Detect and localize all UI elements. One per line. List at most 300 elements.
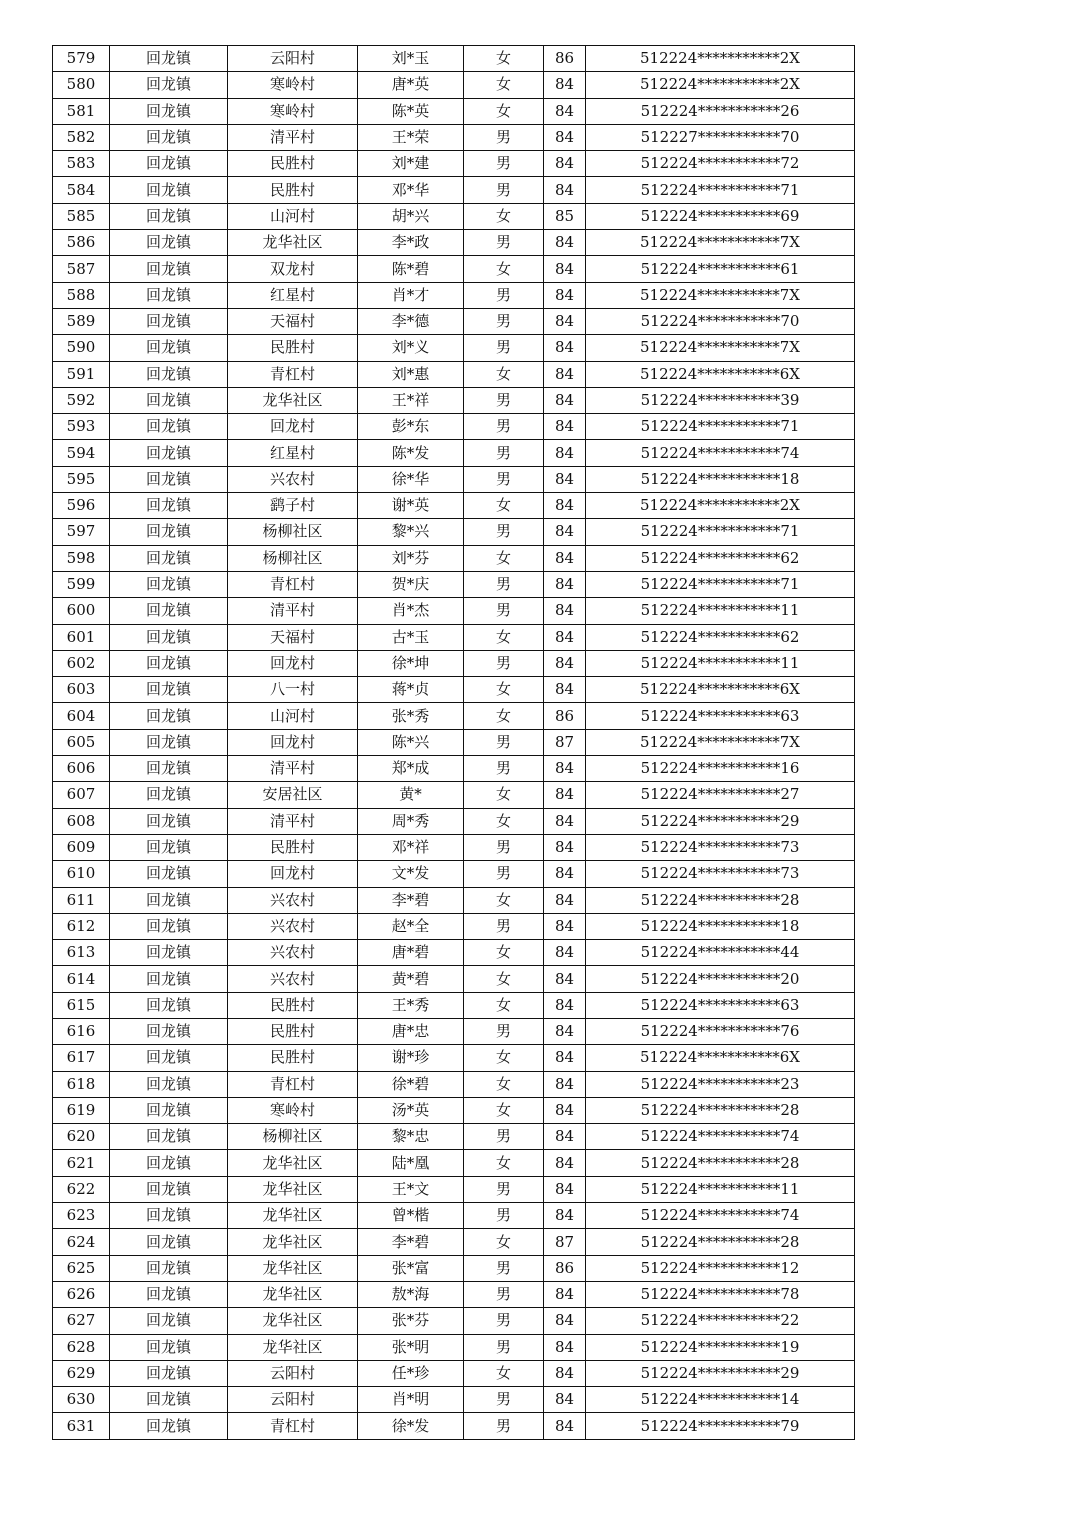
age-cell: 84 <box>544 1045 586 1071</box>
id-number-cell: 512224***********39 <box>586 387 855 413</box>
town-cell: 回龙镇 <box>110 624 228 650</box>
table-row <box>53 966 855 992</box>
gender-cell: 女 <box>464 545 544 571</box>
id-number-cell: 512224***********29 <box>586 808 855 834</box>
age-cell: 84 <box>544 387 586 413</box>
gender-cell: 男 <box>464 913 544 939</box>
age-cell: 84 <box>544 808 586 834</box>
row-number-cell: 606 <box>53 756 110 782</box>
village-cell: 杨柳社区 <box>228 519 358 545</box>
table-row <box>53 98 855 124</box>
town-cell: 回龙镇 <box>110 677 228 703</box>
table-row <box>53 1176 855 1202</box>
table-row <box>53 887 855 913</box>
gender-cell: 女 <box>464 203 544 229</box>
town-cell: 回龙镇 <box>110 361 228 387</box>
table-row <box>53 834 855 860</box>
age-cell: 84 <box>544 1413 586 1439</box>
name-cell: 邓*华 <box>358 177 464 203</box>
name-cell: 李*碧 <box>358 887 464 913</box>
age-cell: 84 <box>544 519 586 545</box>
name-cell: 李*碧 <box>358 1229 464 1255</box>
name-cell: 徐*碧 <box>358 1071 464 1097</box>
age-cell: 84 <box>544 782 586 808</box>
id-number-cell: 512224***********71 <box>586 414 855 440</box>
id-number-cell: 512224***********63 <box>586 703 855 729</box>
name-cell: 唐*忠 <box>358 1018 464 1044</box>
id-number-cell: 512224***********6X <box>586 361 855 387</box>
table-row <box>53 1071 855 1097</box>
gender-cell: 女 <box>464 782 544 808</box>
row-number-cell: 611 <box>53 887 110 913</box>
id-number-cell: 512224***********2X <box>586 46 855 72</box>
id-number-cell: 512224***********11 <box>586 1176 855 1202</box>
village-cell: 龙华社区 <box>228 1255 358 1281</box>
name-cell: 徐*发 <box>358 1413 464 1439</box>
row-number-cell: 580 <box>53 72 110 98</box>
table-row <box>53 703 855 729</box>
id-number-cell: 512224***********71 <box>586 519 855 545</box>
row-number-cell: 613 <box>53 940 110 966</box>
gender-cell: 男 <box>464 1124 544 1150</box>
town-cell: 回龙镇 <box>110 1150 228 1176</box>
village-cell: 龙华社区 <box>228 1176 358 1202</box>
id-number-cell: 512224***********63 <box>586 992 855 1018</box>
name-cell: 徐*坤 <box>358 650 464 676</box>
town-cell: 回龙镇 <box>110 729 228 755</box>
gender-cell: 男 <box>464 598 544 624</box>
table-row <box>53 1097 855 1123</box>
gender-cell: 男 <box>464 440 544 466</box>
gender-cell: 男 <box>464 1281 544 1307</box>
gender-cell: 女 <box>464 808 544 834</box>
row-number-cell: 628 <box>53 1334 110 1360</box>
table-row <box>53 177 855 203</box>
gender-cell: 女 <box>464 1097 544 1123</box>
village-cell: 回龙村 <box>228 650 358 676</box>
town-cell: 回龙镇 <box>110 1229 228 1255</box>
table-row <box>53 1150 855 1176</box>
town-cell: 回龙镇 <box>110 519 228 545</box>
row-number-cell: 588 <box>53 282 110 308</box>
age-cell: 87 <box>544 1229 586 1255</box>
village-cell: 云阳村 <box>228 1387 358 1413</box>
village-cell: 民胜村 <box>228 834 358 860</box>
age-cell: 84 <box>544 1308 586 1334</box>
age-cell: 87 <box>544 729 586 755</box>
town-cell: 回龙镇 <box>110 72 228 98</box>
town-cell: 回龙镇 <box>110 598 228 624</box>
gender-cell: 女 <box>464 703 544 729</box>
table-row <box>53 571 855 597</box>
id-number-cell: 512224***********11 <box>586 598 855 624</box>
row-number-cell: 584 <box>53 177 110 203</box>
town-cell: 回龙镇 <box>110 571 228 597</box>
table-row <box>53 940 855 966</box>
town-cell: 回龙镇 <box>110 124 228 150</box>
row-number-cell: 621 <box>53 1150 110 1176</box>
row-number-cell: 585 <box>53 203 110 229</box>
name-cell: 陈*碧 <box>358 256 464 282</box>
age-cell: 84 <box>544 992 586 1018</box>
town-cell: 回龙镇 <box>110 756 228 782</box>
age-cell: 84 <box>544 1018 586 1044</box>
name-cell: 谢*珍 <box>358 1045 464 1071</box>
age-cell: 84 <box>544 1150 586 1176</box>
name-cell: 张*明 <box>358 1334 464 1360</box>
id-number-cell: 512224***********73 <box>586 834 855 860</box>
town-cell: 回龙镇 <box>110 177 228 203</box>
age-cell: 84 <box>544 940 586 966</box>
age-cell: 84 <box>544 913 586 939</box>
name-cell: 蒋*贞 <box>358 677 464 703</box>
row-number-cell: 593 <box>53 414 110 440</box>
name-cell: 王*荣 <box>358 124 464 150</box>
table-row <box>53 1281 855 1307</box>
gender-cell: 男 <box>464 1255 544 1281</box>
row-number-cell: 589 <box>53 308 110 334</box>
id-number-cell: 512224***********44 <box>586 940 855 966</box>
gender-cell: 男 <box>464 151 544 177</box>
name-cell: 李*政 <box>358 230 464 256</box>
row-number-cell: 625 <box>53 1255 110 1281</box>
name-cell: 张*秀 <box>358 703 464 729</box>
village-cell: 青杠村 <box>228 1413 358 1439</box>
gender-cell: 女 <box>464 1045 544 1071</box>
age-cell: 84 <box>544 308 586 334</box>
table-row <box>53 1229 855 1255</box>
name-cell: 徐*华 <box>358 466 464 492</box>
row-number-cell: 614 <box>53 966 110 992</box>
village-cell: 兴农村 <box>228 887 358 913</box>
id-number-cell: 512224***********6X <box>586 677 855 703</box>
village-cell: 兴农村 <box>228 940 358 966</box>
gender-cell: 女 <box>464 361 544 387</box>
table-row <box>53 46 855 72</box>
row-number-cell: 583 <box>53 151 110 177</box>
gender-cell: 男 <box>464 571 544 597</box>
row-number-cell: 608 <box>53 808 110 834</box>
table-row <box>53 282 855 308</box>
table-row <box>53 387 855 413</box>
name-cell: 陈*兴 <box>358 729 464 755</box>
row-number-cell: 604 <box>53 703 110 729</box>
row-number-cell: 600 <box>53 598 110 624</box>
town-cell: 回龙镇 <box>110 1124 228 1150</box>
table-row <box>53 650 855 676</box>
gender-cell: 女 <box>464 493 544 519</box>
town-cell: 回龙镇 <box>110 493 228 519</box>
village-cell: 杨柳社区 <box>228 545 358 571</box>
gender-cell: 男 <box>464 519 544 545</box>
table-row <box>53 1334 855 1360</box>
village-cell: 民胜村 <box>228 177 358 203</box>
id-number-cell: 512224***********7X <box>586 282 855 308</box>
id-number-cell: 512224***********70 <box>586 308 855 334</box>
age-cell: 84 <box>544 98 586 124</box>
table-row <box>53 1018 855 1044</box>
id-number-cell: 512224***********7X <box>586 230 855 256</box>
age-cell: 84 <box>544 361 586 387</box>
row-number-cell: 598 <box>53 545 110 571</box>
table-row <box>53 414 855 440</box>
name-cell: 唐*英 <box>358 72 464 98</box>
village-cell: 民胜村 <box>228 992 358 1018</box>
town-cell: 回龙镇 <box>110 992 228 1018</box>
town-cell: 回龙镇 <box>110 414 228 440</box>
row-number-cell: 607 <box>53 782 110 808</box>
age-cell: 84 <box>544 1281 586 1307</box>
village-cell: 安居社区 <box>228 782 358 808</box>
age-cell: 84 <box>544 1124 586 1150</box>
table-row <box>53 1360 855 1386</box>
name-cell: 曾*楷 <box>358 1203 464 1229</box>
village-cell: 龙华社区 <box>228 1334 358 1360</box>
row-number-cell: 623 <box>53 1203 110 1229</box>
town-cell: 回龙镇 <box>110 966 228 992</box>
town-cell: 回龙镇 <box>110 1045 228 1071</box>
row-number-cell: 597 <box>53 519 110 545</box>
table-row <box>53 203 855 229</box>
village-cell: 寒岭村 <box>228 98 358 124</box>
gender-cell: 女 <box>464 940 544 966</box>
village-cell: 民胜村 <box>228 1045 358 1071</box>
id-number-cell: 512224***********11 <box>586 650 855 676</box>
gender-cell: 男 <box>464 650 544 676</box>
id-number-cell: 512224***********71 <box>586 177 855 203</box>
id-number-cell: 512224***********28 <box>586 1150 855 1176</box>
town-cell: 回龙镇 <box>110 861 228 887</box>
village-cell: 天福村 <box>228 624 358 650</box>
village-cell: 清平村 <box>228 756 358 782</box>
village-cell: 云阳村 <box>228 46 358 72</box>
name-cell: 陈*发 <box>358 440 464 466</box>
id-number-cell: 512224***********74 <box>586 1124 855 1150</box>
name-cell: 王*文 <box>358 1176 464 1202</box>
gender-cell: 男 <box>464 282 544 308</box>
town-cell: 回龙镇 <box>110 1281 228 1307</box>
town-cell: 回龙镇 <box>110 1308 228 1334</box>
id-number-cell: 512224***********71 <box>586 571 855 597</box>
age-cell: 84 <box>544 677 586 703</box>
town-cell: 回龙镇 <box>110 650 228 676</box>
age-cell: 86 <box>544 703 586 729</box>
name-cell: 刘*义 <box>358 335 464 361</box>
table-row <box>53 1255 855 1281</box>
name-cell: 文*发 <box>358 861 464 887</box>
village-cell: 山河村 <box>228 203 358 229</box>
town-cell: 回龙镇 <box>110 1018 228 1044</box>
name-cell: 王*祥 <box>358 387 464 413</box>
id-number-cell: 512224***********61 <box>586 256 855 282</box>
row-number-cell: 596 <box>53 493 110 519</box>
gender-cell: 男 <box>464 1308 544 1334</box>
name-cell: 刘*建 <box>358 151 464 177</box>
town-cell: 回龙镇 <box>110 1334 228 1360</box>
gender-cell: 女 <box>464 1071 544 1097</box>
name-cell: 贺*庆 <box>358 571 464 597</box>
row-number-cell: 579 <box>53 46 110 72</box>
town-cell: 回龙镇 <box>110 1071 228 1097</box>
town-cell: 回龙镇 <box>110 308 228 334</box>
village-cell: 回龙村 <box>228 414 358 440</box>
id-number-cell: 512224***********26 <box>586 98 855 124</box>
age-cell: 84 <box>544 440 586 466</box>
village-cell: 清平村 <box>228 598 358 624</box>
village-cell: 寒岭村 <box>228 72 358 98</box>
village-cell: 青杠村 <box>228 1071 358 1097</box>
table-row <box>53 1387 855 1413</box>
age-cell: 84 <box>544 1203 586 1229</box>
village-cell: 龙华社区 <box>228 1203 358 1229</box>
town-cell: 回龙镇 <box>110 98 228 124</box>
gender-cell: 男 <box>464 124 544 150</box>
gender-cell: 女 <box>464 46 544 72</box>
name-cell: 汤*英 <box>358 1097 464 1123</box>
row-number-cell: 587 <box>53 256 110 282</box>
gender-cell: 男 <box>464 414 544 440</box>
town-cell: 回龙镇 <box>110 703 228 729</box>
table-row <box>53 335 855 361</box>
age-cell: 84 <box>544 177 586 203</box>
gender-cell: 女 <box>464 677 544 703</box>
table-row <box>53 440 855 466</box>
name-cell: 谢*英 <box>358 493 464 519</box>
id-number-cell: 512224***********73 <box>586 861 855 887</box>
table-row <box>53 1203 855 1229</box>
gender-cell: 女 <box>464 98 544 124</box>
village-cell: 清平村 <box>228 124 358 150</box>
table-row <box>53 756 855 782</box>
row-number-cell: 594 <box>53 440 110 466</box>
row-number-cell: 618 <box>53 1071 110 1097</box>
row-number-cell: 586 <box>53 230 110 256</box>
name-cell: 张*芬 <box>358 1308 464 1334</box>
id-number-cell: 512224***********18 <box>586 466 855 492</box>
table-row <box>53 493 855 519</box>
name-cell: 王*秀 <box>358 992 464 1018</box>
name-cell: 郑*成 <box>358 756 464 782</box>
row-number-cell: 624 <box>53 1229 110 1255</box>
row-number-cell: 610 <box>53 861 110 887</box>
table-row <box>53 1308 855 1334</box>
table-row <box>53 1045 855 1071</box>
town-cell: 回龙镇 <box>110 1255 228 1281</box>
id-number-cell: 512224***********62 <box>586 545 855 571</box>
town-cell: 回龙镇 <box>110 545 228 571</box>
table-row <box>53 782 855 808</box>
village-cell: 寒岭村 <box>228 1097 358 1123</box>
gender-cell: 男 <box>464 1176 544 1202</box>
town-cell: 回龙镇 <box>110 256 228 282</box>
id-number-cell: 512224***********27 <box>586 782 855 808</box>
village-cell: 回龙村 <box>228 729 358 755</box>
town-cell: 回龙镇 <box>110 782 228 808</box>
age-cell: 84 <box>544 1071 586 1097</box>
gender-cell: 男 <box>464 1334 544 1360</box>
table-row <box>53 466 855 492</box>
row-number-cell: 616 <box>53 1018 110 1044</box>
id-number-cell: 512224***********12 <box>586 1255 855 1281</box>
table-row <box>53 1413 855 1439</box>
town-cell: 回龙镇 <box>110 834 228 860</box>
town-cell: 回龙镇 <box>110 230 228 256</box>
village-cell: 天福村 <box>228 308 358 334</box>
id-number-cell: 512224***********2X <box>586 493 855 519</box>
id-number-cell: 512224***********29 <box>586 1360 855 1386</box>
name-cell: 黄* <box>358 782 464 808</box>
age-cell: 84 <box>544 414 586 440</box>
row-number-cell: 630 <box>53 1387 110 1413</box>
row-number-cell: 629 <box>53 1360 110 1386</box>
gender-cell: 男 <box>464 729 544 755</box>
table-row <box>53 72 855 98</box>
age-cell: 84 <box>544 230 586 256</box>
gender-cell: 男 <box>464 466 544 492</box>
name-cell: 李*德 <box>358 308 464 334</box>
age-cell: 84 <box>544 966 586 992</box>
id-number-cell: 512224***********7X <box>586 729 855 755</box>
village-cell: 龙华社区 <box>228 1150 358 1176</box>
name-cell: 刘*惠 <box>358 361 464 387</box>
gender-cell: 男 <box>464 335 544 361</box>
village-cell: 杨柳社区 <box>228 1124 358 1150</box>
village-cell: 青杠村 <box>228 571 358 597</box>
name-cell: 古*玉 <box>358 624 464 650</box>
town-cell: 回龙镇 <box>110 466 228 492</box>
table-row <box>53 992 855 1018</box>
village-cell: 龙华社区 <box>228 387 358 413</box>
row-number-cell: 605 <box>53 729 110 755</box>
age-cell: 84 <box>544 1334 586 1360</box>
age-cell: 85 <box>544 203 586 229</box>
table-row <box>53 861 855 887</box>
table-row <box>53 913 855 939</box>
gender-cell: 男 <box>464 308 544 334</box>
row-number-cell: 622 <box>53 1176 110 1202</box>
table-row <box>53 598 855 624</box>
age-cell: 84 <box>544 1176 586 1202</box>
id-number-cell: 512224***********62 <box>586 624 855 650</box>
id-number-cell: 512224***********78 <box>586 1281 855 1307</box>
village-cell: 青杠村 <box>228 361 358 387</box>
village-cell: 龙华社区 <box>228 1281 358 1307</box>
id-number-cell: 512224***********7X <box>586 335 855 361</box>
age-cell: 84 <box>544 571 586 597</box>
village-cell: 回龙村 <box>228 861 358 887</box>
id-number-cell: 512224***********28 <box>586 1097 855 1123</box>
gender-cell: 男 <box>464 861 544 887</box>
town-cell: 回龙镇 <box>110 1203 228 1229</box>
name-cell: 周*秀 <box>358 808 464 834</box>
id-number-cell: 512224***********69 <box>586 203 855 229</box>
age-cell: 84 <box>544 493 586 519</box>
id-number-cell: 512224***********6X <box>586 1045 855 1071</box>
id-number-cell: 512224***********16 <box>586 756 855 782</box>
town-cell: 回龙镇 <box>110 913 228 939</box>
name-cell: 陆*凰 <box>358 1150 464 1176</box>
age-cell: 84 <box>544 124 586 150</box>
row-number-cell: 582 <box>53 124 110 150</box>
table-row <box>53 519 855 545</box>
row-number-cell: 601 <box>53 624 110 650</box>
table-row <box>53 256 855 282</box>
village-cell: 兴农村 <box>228 466 358 492</box>
town-cell: 回龙镇 <box>110 151 228 177</box>
age-cell: 84 <box>544 650 586 676</box>
id-number-cell: 512224***********74 <box>586 1203 855 1229</box>
table-row <box>53 151 855 177</box>
